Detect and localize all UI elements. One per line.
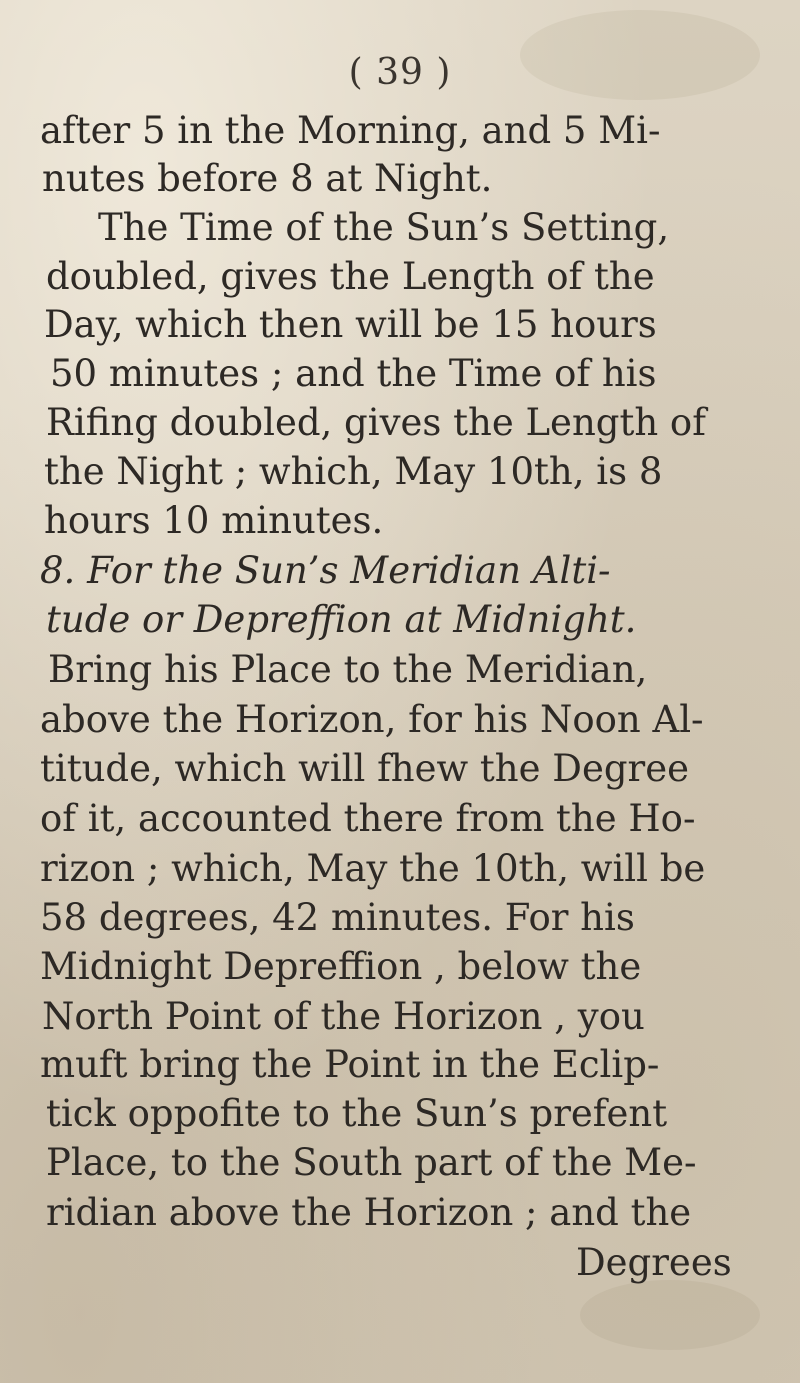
text-line: Rifing doubled, gives the Length of [46, 401, 706, 444]
section-heading: tude or Depreffion at Midnight. [46, 598, 637, 641]
text-line: The Time of the Sun’s Setting, [98, 206, 670, 249]
text-line: rizon ; which, May the 10th, will be [40, 847, 706, 890]
text-line: hours 10 minutes. [44, 499, 384, 542]
text-line: the Night ; which, May 10th, is 8 [44, 450, 663, 493]
text-line: 58 degrees, 42 minutes. For his [40, 896, 635, 939]
text-line: Bring his Place to the Meridian, [48, 648, 648, 691]
text-line: North Point of the Horizon , you [42, 995, 645, 1038]
page-number: ( 39 ) [348, 52, 452, 93]
catchword: Degrees [576, 1241, 732, 1284]
text-line: after 5 in the Morning, and 5 Mi- [40, 109, 661, 152]
text-line: ridian above the Horizon ; and the [46, 1191, 692, 1234]
text-line: nutes before 8 at Night. [42, 157, 493, 200]
text-line: doubled, gives the Length of the [46, 255, 655, 298]
text-line: Place, to the South part of the Me- [46, 1141, 697, 1184]
text-line: Midnight Depreffion , below the [40, 945, 642, 988]
text-line: muft bring the Point in the Eclip- [40, 1043, 660, 1086]
text-line: 50 minutes ; and the Time of his [50, 352, 657, 395]
paper-stain [580, 1280, 760, 1350]
text-line: tick oppofite to the Sun’s prefent [46, 1092, 668, 1135]
text-line: of it, accounted there from the Ho- [40, 797, 696, 840]
text-line: Day, which then will be 15 hours [44, 303, 657, 346]
section-heading: 8. For the Sun’s Meridian Alti- [40, 549, 611, 592]
text-line: titude, which will fhew the Degree [40, 747, 690, 790]
text-line: above the Horizon, for his Noon Al- [40, 698, 704, 741]
